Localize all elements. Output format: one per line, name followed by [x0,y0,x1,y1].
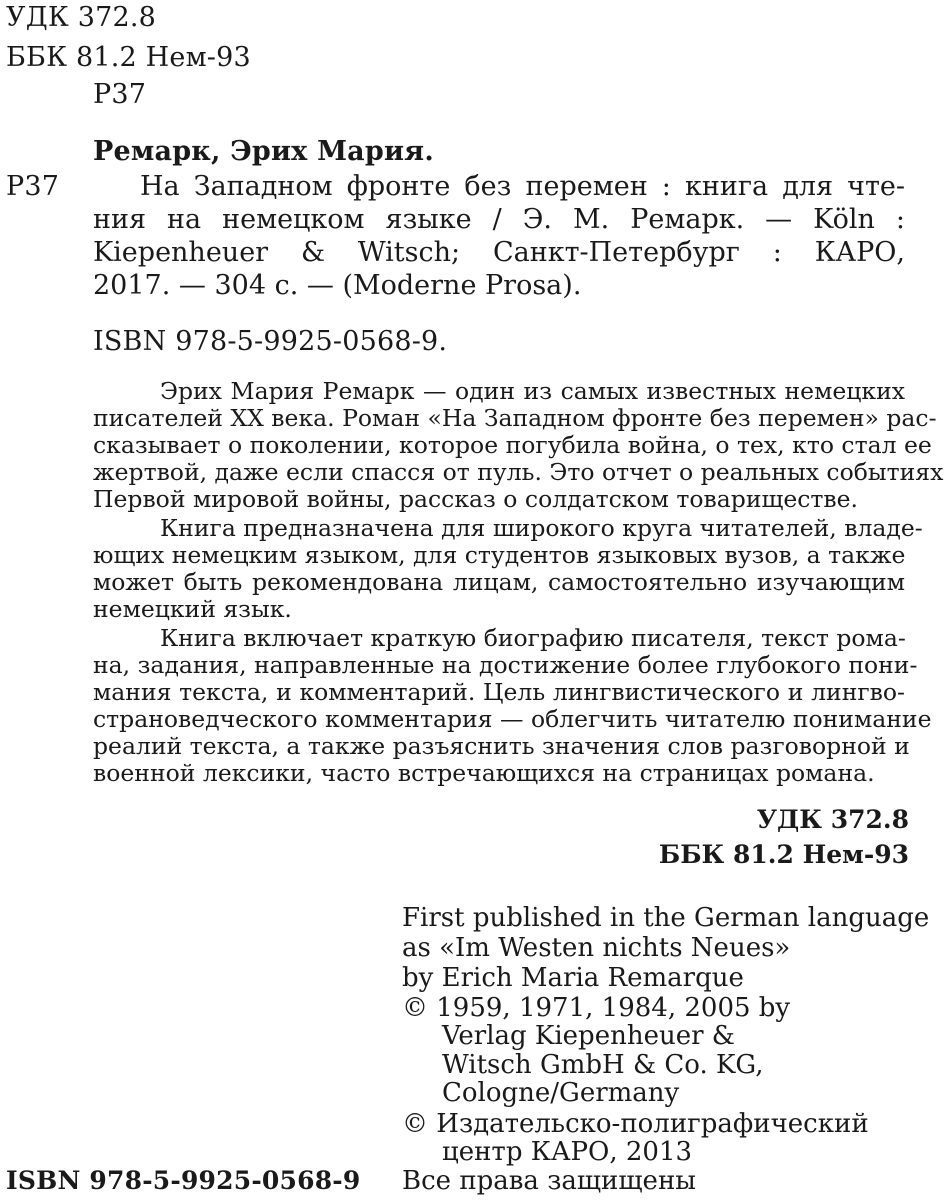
annotation-line: писателей XX века. Роман «На Западном фронте без перемен» рас- [93,404,937,432]
annotation-line: на, задания, направленные на достижение более глубокого пони- [93,651,918,679]
annotation-line: может быть рекомендована лицам, самостоятельно изучающим [93,568,905,596]
copyright-line: центр КАРО, 2013 [442,1137,693,1167]
copyright-line: Cologne/Germany [442,1078,680,1108]
annotation-line: военной лексики, часто встречающихся на страницах романа. [93,759,875,787]
annotation-line: Книга включает краткую биографию писателя, текст рома- [160,624,906,652]
copyright-line: as «Im Westen nichts Neues» [402,933,791,963]
annotation-line: ющих немецким языком, для студентов языковых вузов, а также [93,541,906,569]
annotation-line: сказывает о поколении, которое погубила война, о тех, кто стал ее [93,431,932,459]
annotation-line: жертвой, даже если спасся от пуль. Это отчет о реальных событиях [93,458,944,486]
header-author-code: Р37 [93,79,147,110]
copyright-line: by Erich Maria Remarque [402,963,744,993]
annotation-line: немецкий язык. [93,595,292,623]
annotation-line: мания текста, и комментарий. Цель лингвистического и лингво- [93,678,905,706]
copyright-line: Verlag Kiepenheuer & [442,1021,735,1051]
entry-description-line: Kiepenheuer & Witsch; Санкт-Петербург : КАРО, [93,237,905,268]
entry-code: Р37 [6,171,60,202]
footer-isbn: ISBN 978-5-9925-0568-9 [6,1166,361,1195]
annotation-line: Первой мировой войны, рассказ о солдатском товариществе. [93,485,859,513]
entry-isbn: ISBN 978-5-9925-0568-9. [93,326,448,357]
copyright-line: © Издательско-полиграфический [402,1109,869,1139]
classification-udk: УДК 372.8 [756,805,909,834]
copyright-line: Все права защищены [402,1166,696,1196]
annotation-line: реалий текста, а также разъяснить значения слов разговорной и [93,732,910,760]
entry-description-line: 2017. — 304 с. — (Moderne Prosa). [93,270,582,301]
copyright-line: © 1959, 1971, 1984, 2005 by [402,993,791,1023]
annotation-line: Книга предназначена для широкого круга читателей, владе- [160,514,923,542]
classification-bbk: ББК 81.2 Нем-93 [658,840,909,869]
annotation-line: страноведческого комментария — облегчить читателю понимание [93,705,932,733]
header-udk: УДК 372.8 [6,2,157,33]
header-bbk: ББК 81.2 Нем-93 [6,42,251,73]
copyright-line: Witsch GmbH & Co. KG, [442,1050,764,1080]
entry-description-line: На Западном фронте без перемен : книга для чте- [140,171,905,202]
entry-author: Ремарк, Эрих Мария. [93,136,434,167]
copyright-line: First published in the German language [402,903,930,933]
entry-description-line: ния на немецком языке / Э. М. Ремарк. — Köln : [93,204,905,235]
annotation-line: Эрих Мария Ремарк — один из самых известных немецких [160,377,905,405]
